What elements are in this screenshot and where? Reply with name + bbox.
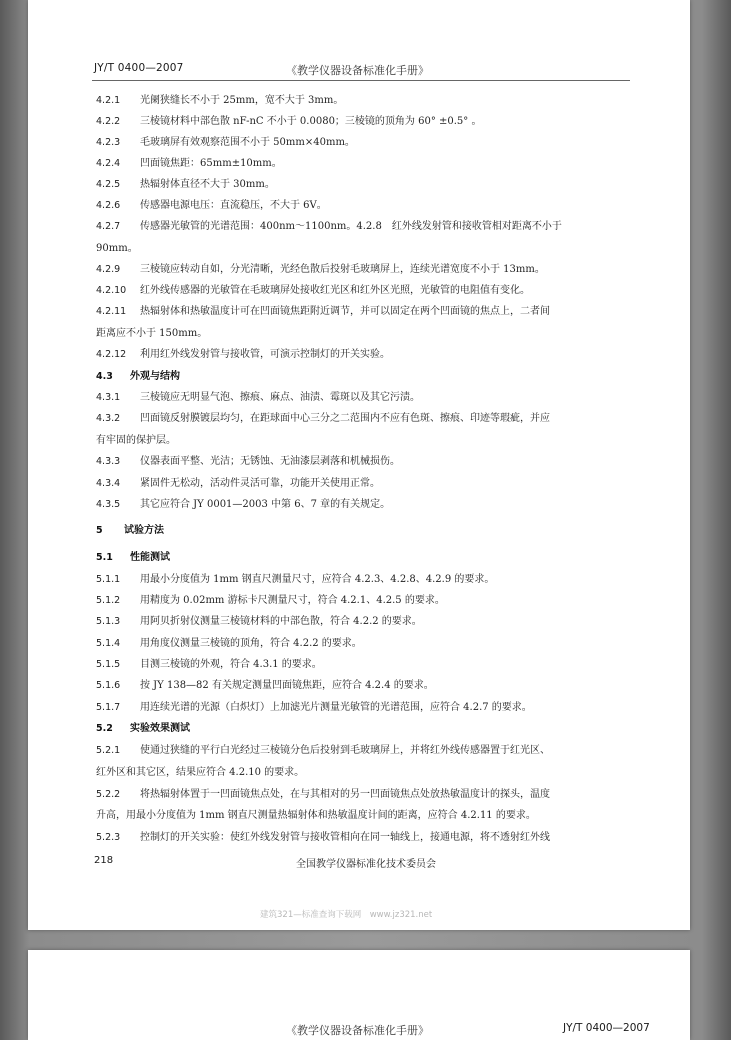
clause-number: 4.3.5 [96,499,121,510]
clause-text: 有牢固的保护层。 [96,435,176,446]
clause-number: 5.1.5 [96,659,121,670]
clause-text: 毛玻璃屏有效观察范围不小于 50mm×40mm。 [140,137,355,148]
clause-line [96,809,634,823]
clause-number: 5.2.1 [96,745,121,756]
clause-number: 4.2.12 [96,349,127,360]
clause-line [96,284,634,298]
clause-number: 5.1.7 [96,702,121,713]
clause-number: 4.2.2 [96,116,121,127]
footer-committee: 全国教学仪器标准化技术委员会 [296,859,436,870]
clause-line [96,744,634,758]
clause-number: 5.1.2 [96,595,121,606]
clause-number: 5 [96,525,103,536]
clause-text: 实验效果测试 [130,723,190,734]
clause-text: 90mm。 [96,243,138,254]
clause-text: 使通过狭缝的平行白光经过三棱镜分色后投射到毛玻璃屏上，并将红外线传感器置于红光区、 [140,745,550,756]
clause-line [96,788,634,802]
clause-line [96,679,634,693]
clause-text: 紧固件无松动，活动件灵活可靠，功能开关使用正常。 [140,478,380,489]
clause-number: 4.2.9 [96,264,121,275]
clause-number: 5.2.2 [96,789,121,800]
clause-text: 按 JY 138—82 有关规定测量凹面镜焦距，应符合 4.2.4 的要求。 [140,680,434,691]
clause-text: 凹面镜反射膜镀层均匀，在距球面中心三分之二范围内不应有色斑、擦痕、印迹等瑕疵，并应 [140,413,550,424]
clause-line [96,115,634,129]
section-heading [96,370,634,384]
clause-number: 5.1.6 [96,680,121,691]
clause-text: 仪器表面平整、光洁；无锈蚀、无油漆层剥落和机械损伤。 [140,456,400,467]
clause-text: 用连续光谱的光源（白炽灯）上加滤光片测量光敏管的光谱范围，应符合 4.2.7 的要求。 [140,702,532,713]
clause-line [96,498,634,512]
clause-number: 4.2.3 [96,137,121,148]
clause-line [96,220,634,234]
running-header-title: 《教学仪器设备标准化手册》 [286,64,429,77]
clause-text: 传感器光敏管的光谱范围：400nm～1100nm。4.2.8 红外线发射管和接收管相对距离不小于 [140,221,562,232]
clause-number: 4.2.5 [96,179,121,190]
clause-text: 用角度仪测量三棱镜的顶角，符合 4.2.2 的要求。 [140,638,362,649]
clause-number: 4.2.1 [96,95,121,106]
clause-number: 5.1 [96,552,113,563]
section-heading [96,722,634,736]
clause-number: 5.1.4 [96,638,121,649]
clause-text: 外观与结构 [130,371,180,382]
clause-line [96,263,634,277]
clause-text: 控制灯的开关实验：使红外线发射管与接收管相向在同一轴线上，接通电源，将不透射红外线 [140,832,550,843]
clause-number: 5.1.3 [96,616,121,627]
clause-text: 红外区和其它区，结果应符合 4.2.10 的要求。 [96,767,305,778]
clause-line [96,305,634,319]
clause-line [96,136,634,150]
header-rule [92,80,630,81]
clause-text: 凹面镜焦距：65mm±10mm。 [140,158,282,169]
clause-text: 用精度为 0.02mm 游标卡尺测量尺寸，符合 4.2.1、4.2.5 的要求。 [140,595,445,606]
clause-line [96,658,634,672]
clause-line [96,831,634,845]
page-number: 218 [94,855,114,866]
clause-text: 用阿贝折射仪测量三棱镜材料的中部色散，符合 4.2.2 的要求。 [140,616,422,627]
clause-line [96,94,634,108]
clause-number: 5.2.3 [96,832,121,843]
clause-line [96,701,634,715]
clause-line [96,637,634,651]
clause-text: 性能测试 [130,552,170,563]
clause-text: 利用红外线发射管与接收管，可演示控制灯的开关实验。 [140,349,390,360]
clause-line [96,199,634,213]
clause-text: 三棱镜应转动自如，分光清晰，光经色散后投射毛玻璃屏上，连续光谱宽度不小于 13mm。 [140,264,545,275]
clause-text: 将热辐射体置于一凹面镜焦点处，在与其相对的另一凹面镜焦点处放热敏温度计的探头，温度 [140,789,550,800]
clause-text: 三棱镜材料中部色散 nF-nC 不小于 0.0080；三棱镜的顶角为 60° ±0.5° 。 [140,116,482,127]
clause-number: 4.3.3 [96,456,121,467]
clause-line [96,412,634,426]
clause-number: 4.2.4 [96,158,121,169]
clause-number: 4.3 [96,371,113,382]
clause-number: 4.2.7 [96,221,121,232]
next-page-header-title: 《教学仪器设备标准化手册》 [286,1024,429,1037]
clause-text: 传感器电源电压：直流稳压，不大于 6V。 [140,200,327,211]
clause-text: 三棱镜应无明显气泡、擦痕、麻点、油渍、霉斑以及其它污渍。 [140,392,420,403]
clause-text: 升高，用最小分度值为 1mm 钢直尺测量热辐射体和热敏温度计间的距离，应符合 4.2.11 的要求。 [96,810,536,821]
clause-number: 4.3.4 [96,478,121,489]
clause-line [96,178,634,192]
clause-line [96,594,634,608]
section-heading [96,524,634,538]
clause-number: 4.3.2 [96,413,121,424]
next-page-standard-id: JY/T 0400—2007 [563,1022,650,1034]
clause-number: 4.2.10 [96,285,127,296]
next-page [28,950,690,1040]
clause-text: 试验方法 [124,525,164,536]
clause-line [96,157,634,171]
clause-line [96,434,634,448]
clause-number: 5.1.1 [96,574,121,585]
clause-text: 距离应不小于 150mm。 [96,328,208,339]
clause-text: 用最小分度值为 1mm 钢直尺测量尺寸，应符合 4.2.3、4.2.8、4.2.9 的要求。 [140,574,495,585]
clause-line [96,573,634,587]
clause-number: 4.2.11 [96,306,127,317]
clause-line [96,327,634,341]
clause-text: 光阑狭缝长不小于 25mm，宽不大于 3mm。 [140,95,344,106]
clause-line [96,477,634,491]
clause-text: 红外线传感器的光敏管在毛玻璃屏处接收红光区和红外区光照，光敏管的电阻值有变化。 [140,285,530,296]
clause-number: 5.2 [96,723,113,734]
clause-line [96,455,634,469]
clause-text: 热辐射体和热敏温度计可在凹面镜焦距附近调节，并可以固定在两个凹面镜的焦点上，二者间 [140,306,550,317]
watermark-text: 建筑321—标准查询下载网 www.jz321.net [260,910,433,920]
clause-line [96,391,634,405]
clause-number: 4.2.6 [96,200,121,211]
clause-text: 目测三棱镜的外观，符合 4.3.1 的要求。 [140,659,322,670]
clause-text: 其它应符合 JY 0001—2003 中第 6、7 章的有关规定。 [140,499,391,510]
clause-line [96,348,634,362]
clause-line [96,242,634,256]
clause-text: 热辐射体直径不大于 30mm。 [140,179,275,190]
document-page [28,0,690,930]
section-heading [96,551,634,565]
clause-line [96,766,634,780]
clause-line [96,615,634,629]
clause-number: 4.3.1 [96,392,121,403]
standard-id: JY/T 0400—2007 [94,62,184,74]
